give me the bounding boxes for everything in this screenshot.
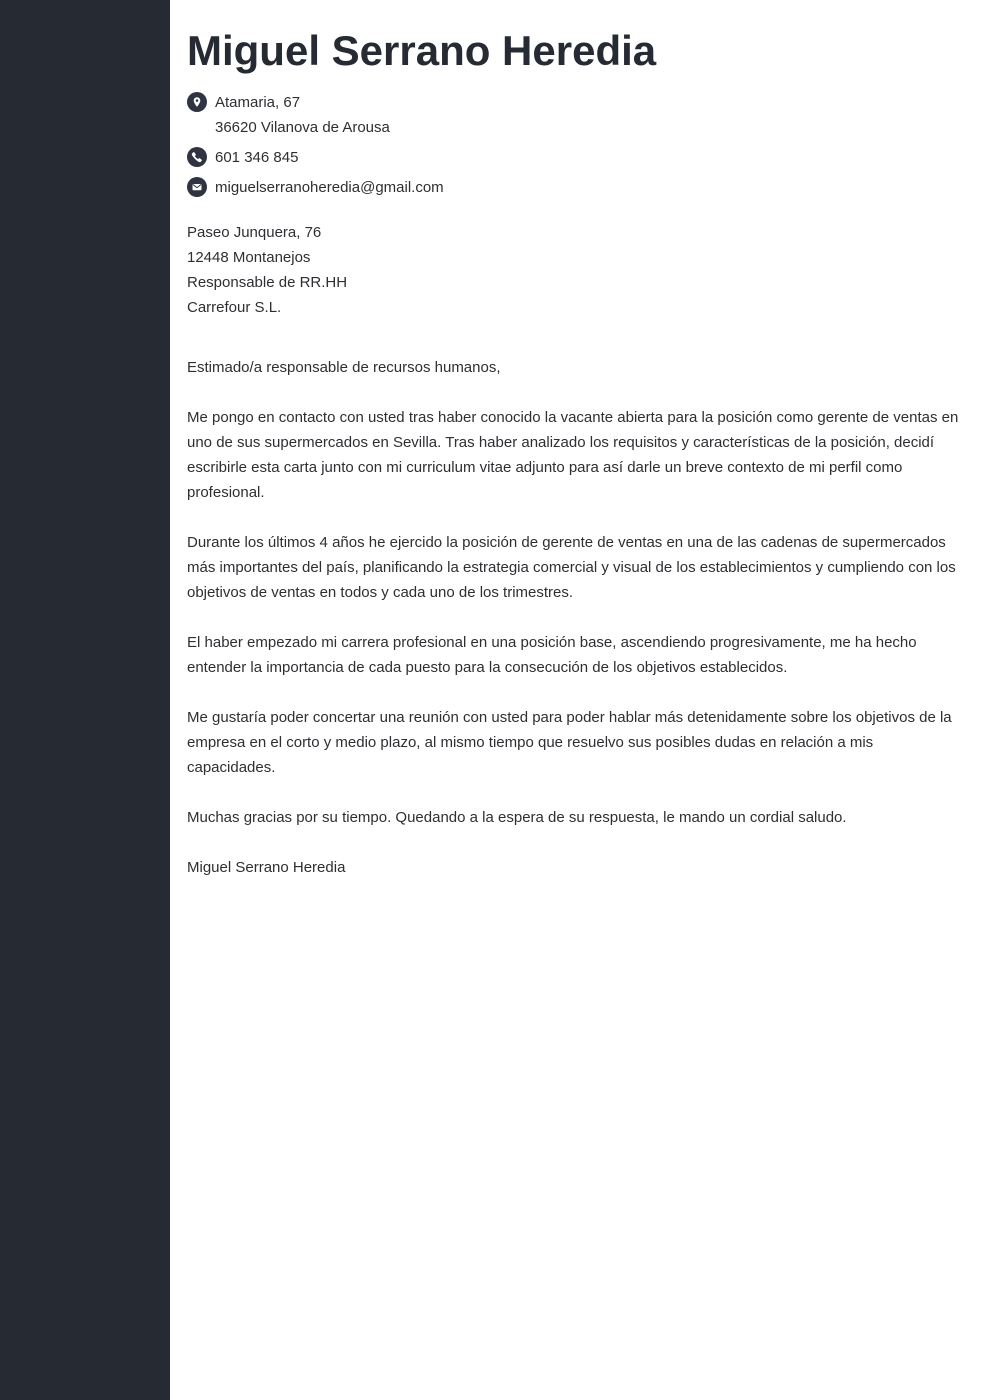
signature: Miguel Serrano Heredia (187, 859, 346, 876)
phone-number[interactable]: 601 346 845 (215, 149, 299, 166)
recipient-role: Responsable de RR.HH (187, 274, 348, 291)
paragraph: Muchas gracias por su tiempo. Quedando a la espera de su respuesta, le mando un cordial saludo. (187, 809, 847, 826)
letter-body (187, 355, 962, 905)
contact-address (187, 90, 887, 140)
phone-icon (187, 147, 207, 167)
location-icon (187, 92, 207, 112)
paragraph: Durante los últimos 4 años he ejercido la posición de gerente de ventas en una de las cadenas de supermercados más importantes del país, planificando la estrategia comercial y visual de los establecimientos y cumpliendo con los objetivos de ventas en todos y cada uno de los trimestres. (187, 534, 956, 601)
applicant-name: Miguel Serrano Heredia (187, 27, 657, 74)
email-address[interactable]: miguelserranoheredia@gmail.com (215, 179, 444, 196)
sidebar (0, 0, 170, 1400)
address-line-1: Atamaria, 67 (215, 94, 301, 111)
recipient-block (187, 220, 347, 320)
paragraph: Me pongo en contacto con usted tras haber conocido la vacante abierta para la posición como gerente de ventas en uno de sus supermercados en Sevilla. Tras haber analizado los requisitos y características de la posición, decidí escribirle esta carta junto con mi curriculum vitae adjunto para así darle un breve contexto de mi perfil como profesional. (187, 409, 959, 501)
contact-phone (187, 145, 887, 170)
recipient-street: Paseo Junquera, 76 (187, 224, 322, 241)
contact-email (187, 175, 887, 200)
greeting: Estimado/a responsable de recursos humanos, (187, 359, 501, 376)
address-line-2: 36620 Vilanova de Arousa (215, 119, 390, 136)
recipient-city: 12448 Montanejos (187, 249, 311, 266)
paragraph: El haber empezado mi carrera profesional en una posición base, ascendiendo progresivamente, me ha hecho entender la importancia de cada puesto para la consecución de los objetivos establecidos. (187, 634, 917, 676)
paragraph: Me gustaría poder concertar una reunión con usted para poder hablar más detenidamente sobre los objetivos de la empresa en el corto y medio plazo, al mismo tiempo que resuelvo sus posibles dudas en relación a mis capacidades. (187, 709, 952, 776)
recipient-company: Carrefour S.L. (187, 299, 282, 316)
email-icon (187, 177, 207, 197)
contact-info (187, 90, 887, 200)
